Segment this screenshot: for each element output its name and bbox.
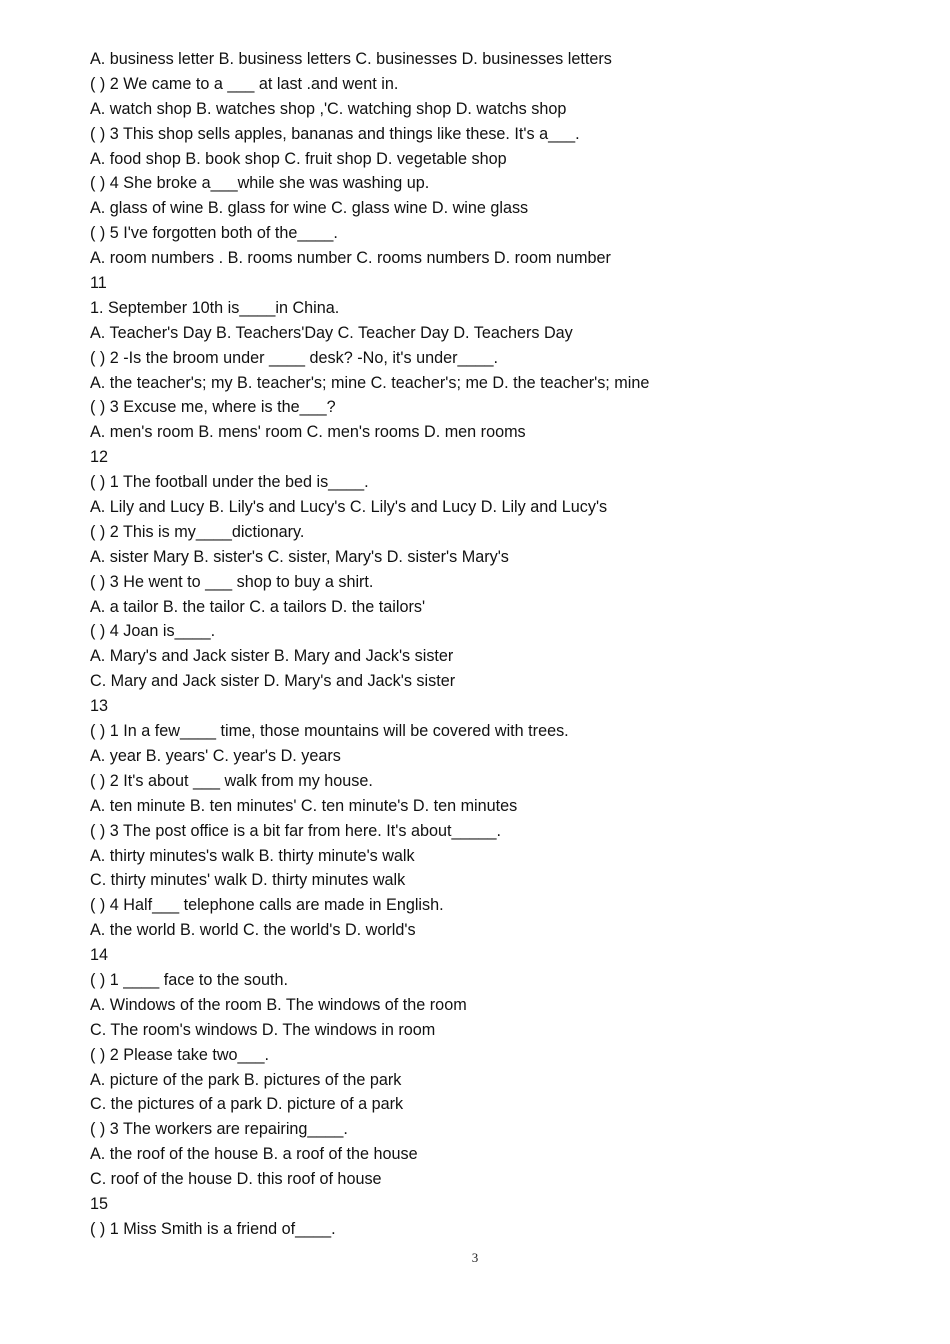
text-line: ( ) 2 We came to a ___ at last .and went in. xyxy=(90,74,399,93)
text-line: A. ten minute B. ten minutes' C. ten minute's D. ten minutes xyxy=(90,796,518,815)
text-line: A. room numbers . B. rooms number C. rooms numbers D. room number xyxy=(90,249,611,268)
page-number: 3 xyxy=(471,1250,479,1265)
text-line: A. thirty minutes's walk B. thirty minute's walk xyxy=(90,846,415,865)
text-line: ( ) 5 I've forgotten both of the____. xyxy=(90,224,338,243)
text-line: A. the roof of the house B. a roof of the house xyxy=(90,1145,418,1164)
text-line: ( ) 3 Excuse me, where is the___? xyxy=(90,398,336,417)
text-line: A. sister Mary B. sister's C. sister, Mary's D. sister's Mary's xyxy=(90,547,509,566)
text-line: A. the teacher's; my B. teacher's; mine C. teacher's; me D. the teacher's; mine xyxy=(90,373,650,392)
text-line: ( ) 1 In a few____ time, those mountains will be covered with trees. xyxy=(90,722,569,741)
text-line: ( ) 3 The post office is a bit far from here. It's about_____. xyxy=(90,821,501,840)
text-line: A. food shop B. book shop C. fruit shop D. vegetable shop xyxy=(90,149,507,168)
text-line: ( ) 1 Miss Smith is a friend of____. xyxy=(90,1219,336,1238)
text-line: ( ) 1 ____ face to the south. xyxy=(90,970,288,989)
text-line: A. Teacher's Day B. Teachers'Day C. Teacher Day D. Teachers Day xyxy=(90,323,573,342)
text-line: A. Windows of the room B. The windows of the room xyxy=(90,995,467,1014)
text-line: A. the world B. world C. the world's D. world's xyxy=(90,921,416,940)
text-line: A. glass of wine B. glass for wine C. glass wine D. wine glass xyxy=(90,199,529,218)
text-line: A. Lily and Lucy B. Lily's and Lucy's C. Lily's and Lucy D. Lily and Lucy's xyxy=(90,498,608,517)
text-line: 12 xyxy=(90,448,109,467)
text-line: A. year B. years' C. year's D. years xyxy=(90,746,341,765)
text-line: 1. September 10th is____in China. xyxy=(90,298,340,317)
text-line: A. a tailor B. the tailor C. a tailors D. the tailors' xyxy=(90,597,426,616)
text-line: ( ) 2 -Is the broom under ____ desk? -No, it's under____. xyxy=(90,348,498,367)
text-line: ( ) 4 Half___ telephone calls are made in English. xyxy=(90,896,444,915)
text-line: ( ) 3 The workers are repairing____. xyxy=(90,1120,348,1139)
text-line: ( ) 1 The football under the bed is____. xyxy=(90,473,369,492)
text-line: 15 xyxy=(90,1194,109,1213)
text-line: A. men's room B. mens' room C. men's rooms D. men rooms xyxy=(90,423,526,442)
text-line: C. Mary and Jack sister D. Mary's and Jack's sister xyxy=(90,672,456,691)
text-line: ( ) 3 This shop sells apples, bananas and things like these. It's a___. xyxy=(90,124,580,143)
text-line: ( ) 2 It's about ___ walk from my house. xyxy=(90,771,373,790)
text-line: 11 xyxy=(90,274,107,293)
text-line: 13 xyxy=(90,697,109,716)
text-line: C. The room's windows D. The windows in room xyxy=(90,1020,436,1039)
text-line: C. thirty minutes' walk D. thirty minutes walk xyxy=(90,871,406,890)
text-line: ( ) 2 This is my____dictionary. xyxy=(90,522,305,541)
text-line: C. roof of the house D. this roof of house xyxy=(90,1170,382,1189)
text-line: A. watch shop B. watches shop ,'C. watching shop D. watchs shop xyxy=(90,99,567,118)
text-line: 14 xyxy=(90,946,109,965)
text-line: A. Mary's and Jack sister B. Mary and Jack's sister xyxy=(90,647,454,666)
document-body xyxy=(90,47,910,1242)
text-line: ( ) 4 Joan is____. xyxy=(90,622,216,641)
text-line: C. the pictures of a park D. picture of a park xyxy=(90,1095,404,1114)
text-line: ( ) 2 Please take two___. xyxy=(90,1045,270,1064)
text-line: ( ) 4 She broke a___while she was washing up. xyxy=(90,174,430,193)
text-line: ( ) 3 He went to ___ shop to buy a shirt. xyxy=(90,572,374,591)
text-line: A. business letter B. business letters C. businesses D. businesses letters xyxy=(90,50,612,68)
text-line: A. picture of the park B. pictures of the park xyxy=(90,1070,402,1089)
